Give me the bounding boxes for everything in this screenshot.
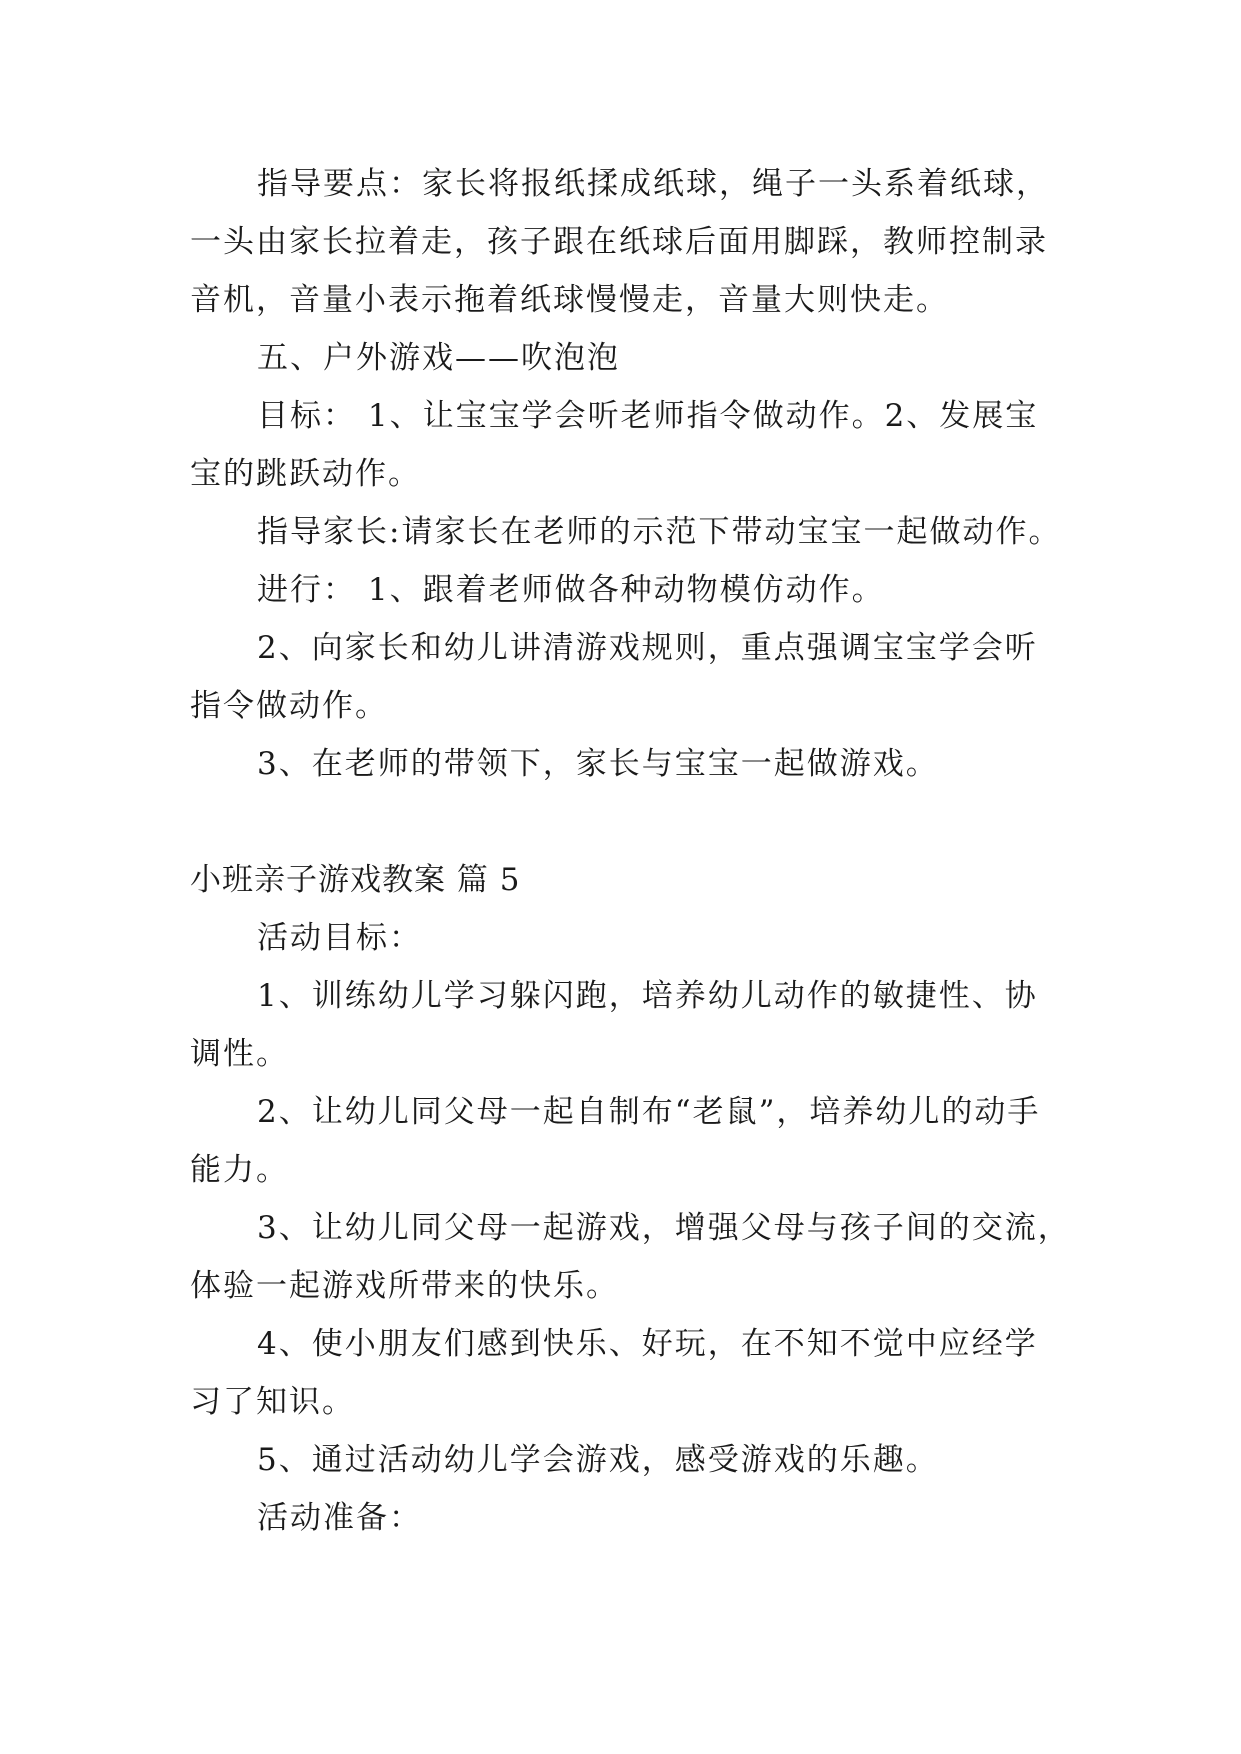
paragraph-line: 目标： 1、让宝宝学会听老师指令做动作。2、发展宝 — [257, 398, 1039, 434]
paragraph-line: 3、在老师的带领下，家长与宝宝一起做游戏。 — [257, 746, 939, 782]
paragraph-line: 体验一起游戏所带来的快乐。 — [190, 1268, 619, 1304]
paragraph-line: 2、向家长和幼儿讲清游戏规则，重点强调宝宝学会听 — [257, 630, 1038, 666]
subheading: 活动目标： — [257, 920, 422, 956]
paragraph-line: 指导要点：家长将报纸揉成纸球，绳子一头系着纸球， — [257, 166, 1049, 202]
document-title: 小班亲子游戏教案 篇 5 — [190, 862, 521, 898]
subheading: 活动准备： — [257, 1500, 422, 1536]
paragraph-line: 4、使小朋友们感到快乐、好玩，在不知不觉中应经学 — [257, 1326, 1038, 1362]
paragraph-line: 3、让幼儿同父母一起游戏，增强父母与孩子间的交流， — [257, 1210, 1071, 1246]
paragraph-line: 调性。 — [190, 1036, 289, 1072]
paragraph-line: 指令做动作。 — [190, 688, 388, 724]
paragraph-line: 宝的跳跃动作。 — [190, 456, 421, 492]
paragraph-line: 指导家长:请家长在老师的示范下带动宝宝一起做动作。 — [257, 514, 1062, 550]
paragraph-line: 5、通过活动幼儿学会游戏，感受游戏的乐趣。 — [257, 1442, 939, 1478]
paragraph-line: 能力。 — [190, 1152, 289, 1188]
paragraph-line: 1、训练幼儿学习躲闪跑，培养幼儿动作的敏捷性、协 — [257, 978, 1038, 1014]
paragraph-line: 2、让幼儿同父母一起自制布“老鼠”，培养幼儿的动手 — [257, 1094, 1041, 1130]
paragraph-line: 习了知识。 — [190, 1384, 355, 1420]
paragraph-line: 一头由家长拉着走，孩子跟在纸球后面用脚踩，教师控制录 — [190, 224, 1048, 260]
section-heading: 五、户外游戏——吹泡泡 — [257, 340, 620, 376]
paragraph-line: 进行： 1、跟着老师做各种动物模仿动作。 — [257, 572, 885, 608]
paragraph-line: 音机，音量小表示拖着纸球慢慢走，音量大则快走。 — [190, 282, 949, 318]
